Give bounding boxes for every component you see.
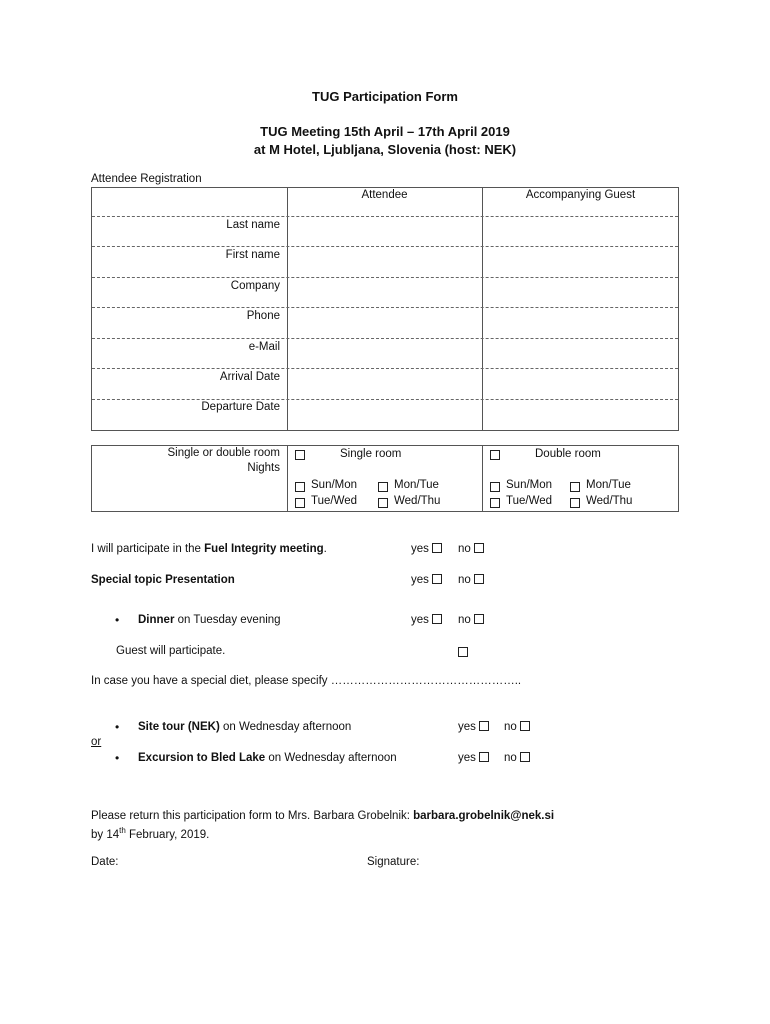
deadline-prefix: by 14 [91, 828, 120, 841]
attendee-wed-thu-checkbox[interactable] [378, 498, 388, 508]
deadline-text [91, 826, 209, 841]
dinner-question [138, 614, 281, 626]
attendee-arrival-date-field[interactable] [289, 370, 480, 397]
row-divider [92, 307, 678, 308]
site-tour-no-option[interactable] [504, 721, 530, 733]
site-tour-yes-checkbox[interactable] [479, 721, 489, 731]
signature-field[interactable] [428, 854, 668, 870]
attendee-departure-date-field[interactable] [289, 401, 480, 429]
fuel-yes-option[interactable] [411, 543, 442, 555]
attendee-sun-mon-checkbox[interactable] [295, 482, 305, 492]
single-room-label: Single room [340, 448, 402, 460]
single-room-checkbox[interactable] [295, 450, 305, 460]
no-label: no [504, 752, 517, 764]
double-room-label: Double room [535, 448, 601, 460]
attendee-mon-tue-label: Mon/Tue [394, 479, 439, 491]
guest-tue-wed-label: Tue/Wed [506, 495, 553, 507]
attendee-phone-field[interactable] [289, 309, 480, 336]
site-tour-question [138, 721, 351, 733]
row-label-company: Company [230, 280, 280, 292]
attendee-tue-wed-label: Tue/Wed [311, 495, 358, 507]
yes-label: yes [458, 752, 476, 764]
guest-participation-checkbox[interactable] [458, 647, 468, 657]
special-diet-field[interactable]: In case you have a special diet, please specify ………………………………………….. [91, 675, 522, 687]
site-tour-rest-text: on Wednesday afternoon [219, 721, 352, 733]
row-label-departure-date: Departure Date [201, 401, 280, 413]
fuel-integrity-text: Fuel Integrity meeting [204, 543, 324, 555]
excursion-no-option[interactable] [504, 752, 530, 764]
row-divider [92, 246, 678, 247]
row-divider [92, 216, 678, 217]
return-instructions [91, 810, 554, 822]
label-single-or-double-room: Single or double room [167, 447, 280, 459]
signature-label: Signature: [367, 856, 420, 868]
no-label: no [504, 721, 517, 733]
attendee-first-name-field[interactable] [289, 248, 480, 275]
special-topic-no-checkbox[interactable] [474, 574, 484, 584]
guest-email-field[interactable] [484, 340, 677, 367]
table-divider [482, 445, 483, 512]
row-divider [92, 368, 678, 369]
special-topic-yes-checkbox[interactable] [432, 574, 442, 584]
row-label-last-name: Last name [226, 219, 280, 231]
guest-mon-tue-checkbox[interactable] [570, 482, 580, 492]
excursion-question [138, 752, 397, 764]
row-label-first-name: First name [225, 249, 280, 261]
label-nights: Nights [247, 462, 280, 474]
fuel-no-option[interactable] [458, 543, 484, 555]
or-label: or [91, 736, 102, 748]
attendee-sun-mon-label: Sun/Mon [311, 479, 358, 491]
no-label: no [458, 574, 471, 586]
return-text: Please return this participation form to Mrs. Barbara Grobelnik: [91, 810, 414, 822]
site-tour-yes-option[interactable] [458, 721, 489, 733]
meeting-title-line1: TUG Meeting 15th April – 17th April 2019 [260, 124, 510, 139]
guest-last-name-field[interactable] [484, 218, 677, 245]
bullet-icon: • [115, 751, 120, 765]
attendee-email-field[interactable] [289, 340, 480, 367]
excursion-yes-checkbox[interactable] [479, 752, 489, 762]
deadline-suffix: February, 2019. [125, 828, 210, 841]
attendee-wed-thu-label: Wed/Thu [394, 495, 441, 507]
fuel-suffix-text: . [323, 543, 327, 555]
guest-first-name-field[interactable] [484, 248, 677, 275]
excursion-yes-option[interactable] [458, 752, 489, 764]
dinner-rest-text: on Tuesday evening [174, 614, 281, 626]
deadline-sup: th [119, 826, 126, 835]
attendee-tue-wed-checkbox[interactable] [295, 498, 305, 508]
special-topic-yes-option[interactable] [411, 574, 442, 586]
yes-label: yes [458, 721, 476, 733]
excursion-bold-text: Excursion to Bled Lake [138, 752, 266, 764]
double-room-checkbox[interactable] [490, 450, 500, 460]
form-title: TUG Participation Form [312, 89, 458, 104]
bullet-icon: • [115, 720, 120, 734]
col-header-guest: Accompanying Guest [525, 189, 636, 201]
yes-label: yes [411, 543, 429, 555]
attendee-company-field[interactable] [289, 279, 480, 306]
date-field[interactable] [130, 854, 330, 870]
yes-label: yes [411, 614, 429, 626]
guest-phone-field[interactable] [484, 309, 677, 336]
fuel-prefix-text: I will participate in the [91, 543, 205, 555]
guest-company-field[interactable] [484, 279, 677, 306]
fuel-no-checkbox[interactable] [474, 543, 484, 553]
attendee-last-name-field[interactable] [289, 218, 480, 245]
guest-wed-thu-checkbox[interactable] [570, 498, 580, 508]
guest-tue-wed-checkbox[interactable] [490, 498, 500, 508]
row-divider [92, 399, 678, 400]
table-divider [482, 187, 483, 431]
contact-email: barbara.grobelnik@nek.si [413, 810, 555, 822]
dinner-bold-text: Dinner [138, 614, 175, 626]
no-label: no [458, 543, 471, 555]
date-label: Date: [91, 856, 119, 868]
special-topic-no-option[interactable] [458, 574, 484, 586]
guest-wed-thu-label: Wed/Thu [586, 495, 633, 507]
row-divider [92, 277, 678, 278]
meeting-title-line2: at M Hotel, Ljubljana, Slovenia (host: NEK) [253, 142, 517, 157]
row-label-phone: Phone [246, 310, 280, 322]
guest-departure-date-field[interactable] [484, 401, 677, 429]
row-divider [92, 338, 678, 339]
guest-arrival-date-field[interactable] [484, 370, 677, 397]
dinner-yes-option[interactable] [411, 614, 442, 626]
guest-mon-tue-label: Mon/Tue [586, 479, 631, 491]
guest-participation-question: Guest will participate. [116, 645, 226, 657]
attendee-mon-tue-checkbox[interactable] [378, 482, 388, 492]
bullet-icon: • [115, 613, 120, 627]
special-topic-question: Special topic Presentation [91, 574, 235, 586]
dinner-yes-checkbox[interactable] [432, 614, 442, 624]
no-label: no [458, 614, 471, 626]
site-tour-bold-text: Site tour (NEK) [138, 721, 220, 733]
site-tour-no-checkbox[interactable] [520, 721, 530, 731]
col-header-attendee: Attendee [361, 189, 408, 201]
guest-sun-mon-label: Sun/Mon [506, 479, 553, 491]
dinner-no-checkbox[interactable] [474, 614, 484, 624]
section-label-attendee-registration: Attendee Registration [91, 173, 202, 185]
dinner-no-option[interactable] [458, 614, 484, 626]
excursion-rest-text: on Wednesday afternoon [265, 752, 397, 764]
fuel-yes-checkbox[interactable] [432, 543, 442, 553]
excursion-no-checkbox[interactable] [520, 752, 530, 762]
table-divider [287, 187, 288, 431]
guest-sun-mon-checkbox[interactable] [490, 482, 500, 492]
fuel-integrity-question [91, 543, 327, 555]
row-label-arrival-date: Arrival Date [219, 371, 280, 383]
table-divider [287, 445, 288, 512]
yes-label: yes [411, 574, 429, 586]
row-label-email: e-Mail [248, 341, 280, 353]
